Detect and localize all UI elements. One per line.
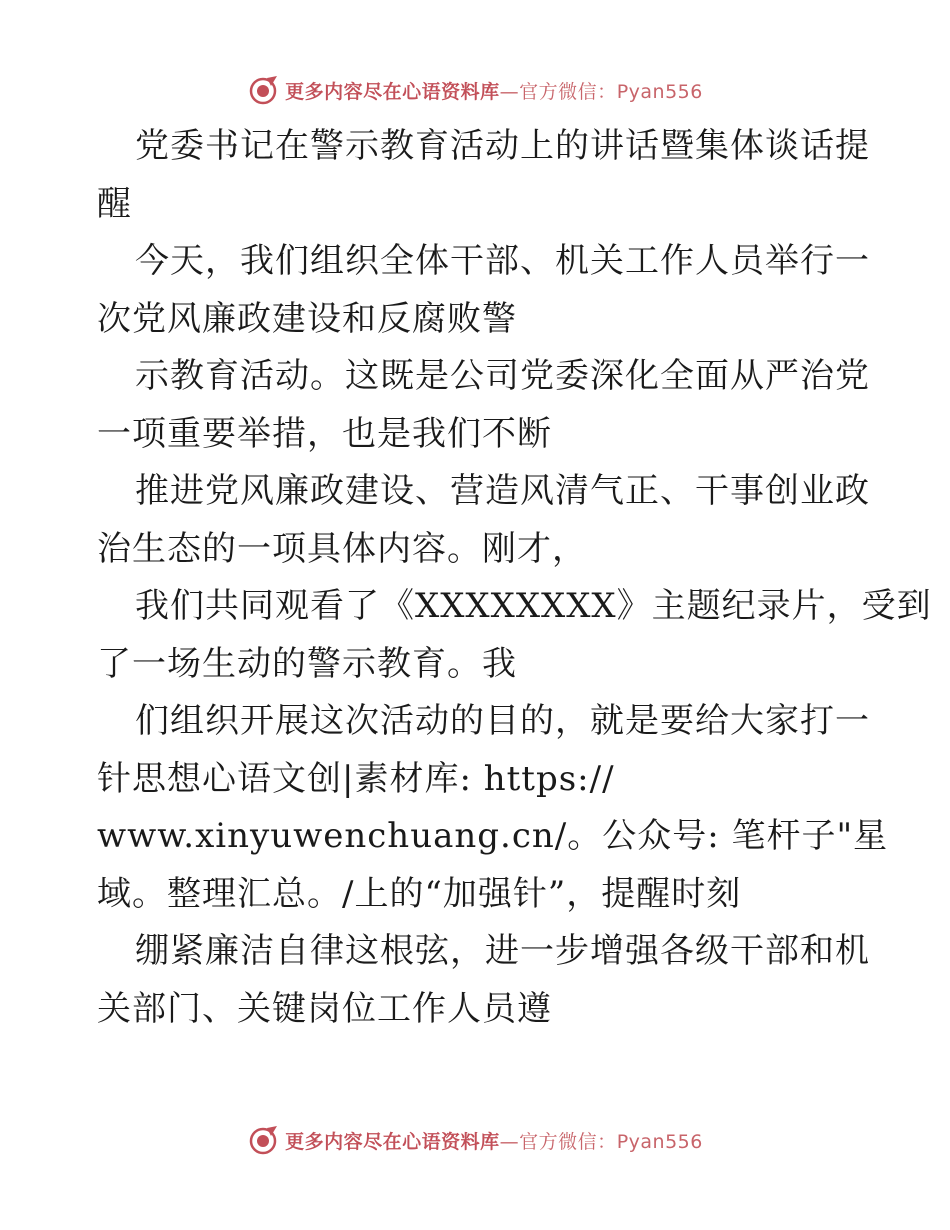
- text-line: 次党风廉政建设和反腐败警: [97, 298, 517, 339]
- text-line: 今天，我们组织全体干部、机关工作人员举行一: [135, 241, 870, 281]
- quill-logo-icon: [247, 1124, 279, 1156]
- text-line: 们组织开展这次活动的目的，就是要给大家打一: [135, 701, 870, 741]
- banner-official-label: 官方微信：: [519, 80, 617, 103]
- footer-banner: [0, 1120, 950, 1160]
- document-body: [97, 118, 932, 1038]
- quill-logo-icon: [247, 74, 279, 106]
- banner-text: [285, 77, 703, 104]
- text-line: 针思想心语文创|素材库: https://: [97, 758, 615, 799]
- text-line: www.xinyuwenchuang.cn/。公众号: 笔杆子"星: [97, 816, 889, 856]
- banner-wechat-id: Pyan556: [616, 80, 703, 103]
- text-line: 党委书记在警示教育活动上的讲话暨集体谈话提: [135, 126, 870, 166]
- banner-wechat-id: Pyan556: [616, 1130, 703, 1153]
- text-line: 我们共同观看了《XXXXXXXX》主题纪录片，受到: [135, 586, 932, 626]
- text-line: 了一场生动的警示教育。我: [97, 643, 517, 684]
- text-line: 治生态的一项具体内容。刚才，: [97, 528, 587, 569]
- banner-main-text: 更多内容尽在心语资料库: [285, 80, 500, 103]
- text-line: 醒: [97, 183, 132, 224]
- text-line: 一项重要举措，也是我们不断: [97, 413, 552, 454]
- banner-dash: —: [499, 80, 520, 103]
- text-line: 推进党风廉政建设、营造风清气正、干事创业政: [135, 471, 870, 511]
- text-line: 示教育活动。这既是公司党委深化全面从严治党: [135, 356, 870, 396]
- banner-dash: —: [499, 1130, 520, 1153]
- banner-text: [285, 1127, 703, 1154]
- banner-official-label: 官方微信：: [519, 1130, 617, 1153]
- text-line: 绷紧廉洁自律这根弦，进一步增强各级干部和机: [135, 931, 870, 971]
- banner-main-text: 更多内容尽在心语资料库: [285, 1130, 500, 1153]
- text-line: 域。整理汇总。/上的“加强针”，提醒时刻: [97, 873, 742, 914]
- text-line: 关部门、关键岗位工作人员遵: [97, 988, 552, 1029]
- header-banner: [0, 70, 950, 110]
